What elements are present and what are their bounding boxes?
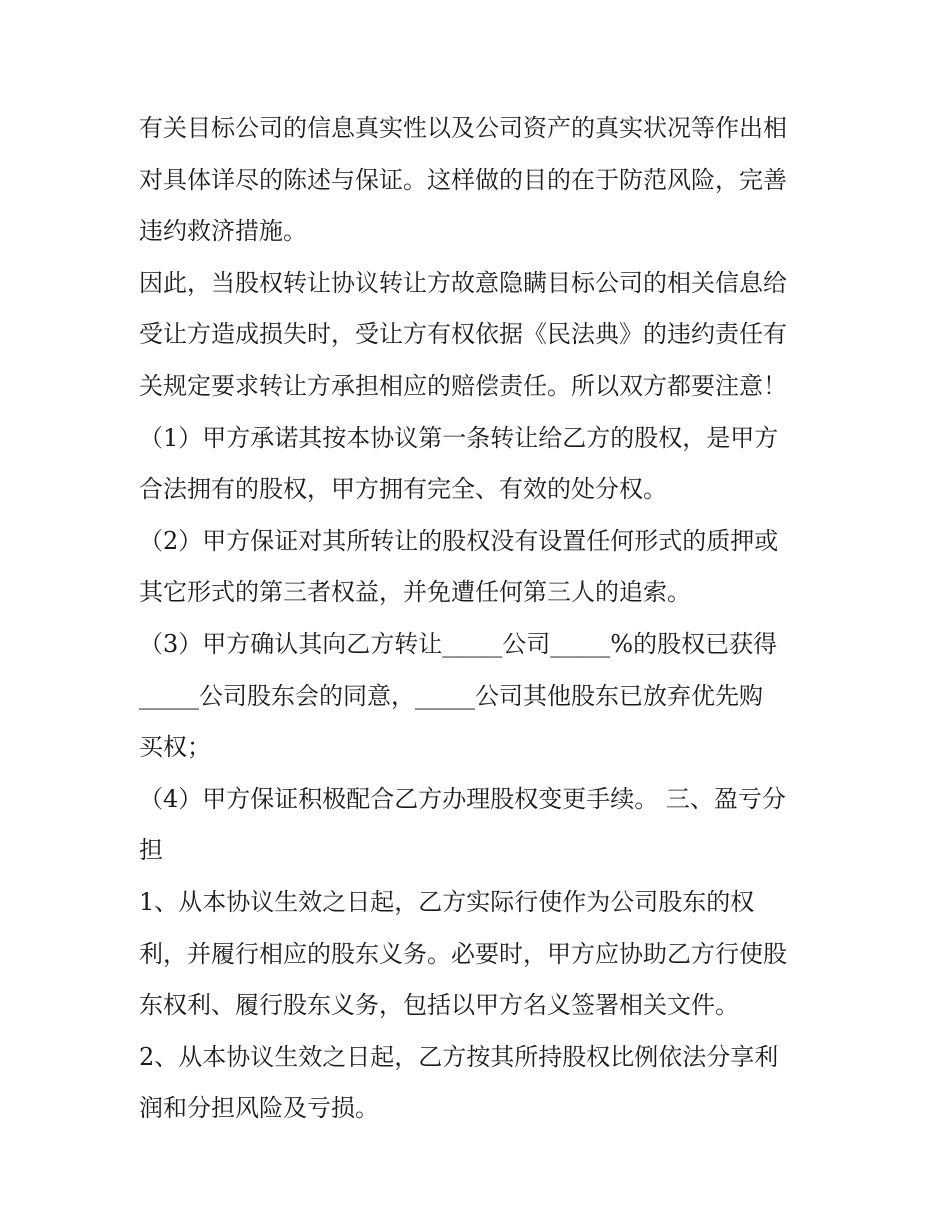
- text-line: 润和分担风险及亏损。: [139, 1094, 379, 1123]
- text-line: 关规定要求转让方承担相应的赔偿责任。所以双方都要注意！: [139, 371, 787, 400]
- clause-4: [139, 774, 819, 877]
- text-line: 违约救济措施。: [139, 217, 307, 246]
- text-line: （2）甲方保证对其所转让的股权没有设置任何形式的质押或: [139, 526, 779, 555]
- text-line: 东权利、履行股东义务，包括以甲方名义签署相关文件。: [139, 991, 739, 1020]
- text-line: 因此，当股权转让协议转让方故意隐瞒目标公司的相关信息给: [139, 268, 787, 297]
- paragraph-representations: [139, 103, 819, 258]
- text-line: （4）甲方保证积极配合乙方办理股权变更手续。 三、盈亏分: [139, 784, 786, 813]
- text-line: 对具体详尽的陈述与保证。这样做的目的在于防范风险，完善: [139, 165, 787, 194]
- text-line: 利，并履行相应的股东义务。必要时，甲方应协助乙方行使股: [139, 939, 787, 968]
- clause-3: [139, 619, 819, 774]
- text-line: _____公司股东会的同意，_____公司其他股东已放弃优先购: [139, 681, 763, 710]
- text-line: （3）甲方确认其向乙方转让_____公司_____%的股权已获得: [139, 629, 778, 658]
- profit-loss-item-2: [139, 1032, 819, 1135]
- profit-loss-item-1: [139, 877, 819, 1032]
- document-body: [139, 103, 819, 1135]
- text-line: （1）甲方承诺其按本协议第一条转让给乙方的股权，是甲方: [139, 423, 779, 452]
- text-line: 买权；: [139, 733, 211, 762]
- clause-1: [139, 413, 819, 516]
- text-line: 2、从本协议生效之日起，乙方按其所持股权比例依法分享利: [139, 1042, 779, 1071]
- text-line: 受让方造成损失时，受让方有权依据《民法典》的违约责任有: [139, 320, 787, 349]
- text-line: 合法拥有的股权，甲方拥有完全、有效的处分权。: [139, 475, 667, 504]
- text-line: 1、从本协议生效之日起，乙方实际行使作为公司股东的权: [139, 887, 755, 916]
- text-line: 担: [139, 836, 163, 865]
- paragraph-liability: [139, 258, 819, 413]
- text-line: 有关目标公司的信息真实性以及公司资产的真实状况等作出相: [139, 114, 787, 142]
- clause-2: [139, 516, 819, 619]
- text-line: 其它形式的第三者权益，并免遭任何第三人的追索。: [139, 578, 691, 607]
